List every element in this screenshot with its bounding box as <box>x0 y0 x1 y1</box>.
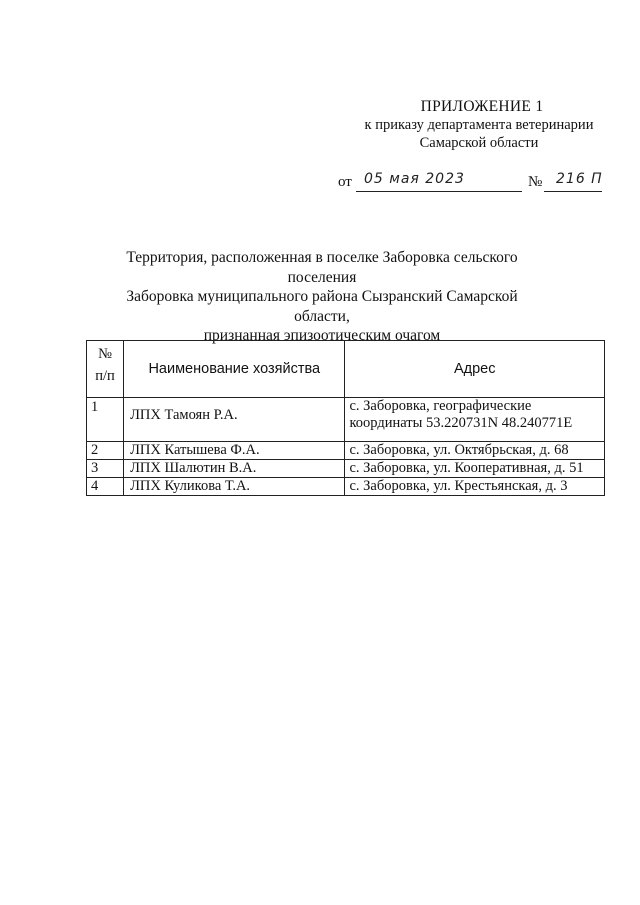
row-address-line2: координаты 53.220731N 48.240771E <box>349 415 573 431</box>
table-header-row <box>87 341 605 398</box>
heading-line1: Территория, расположенная в поселке Заборовка сельского поселения <box>126 249 518 286</box>
row-farm-name: ЛПХ Тамоян Р.А. <box>124 398 345 442</box>
row-num: 3 <box>87 460 124 478</box>
row-farm-name: ЛПХ Куликова Т.А. <box>124 478 345 496</box>
order-number-label: № <box>528 174 543 190</box>
appendix-line1: к приказу департамента ветеринарии <box>364 117 594 133</box>
row-address: с. Заборовка, ул. Крестьянская, д. 3 <box>345 478 605 496</box>
appendix-header <box>340 98 600 152</box>
row-num: 1 <box>87 398 124 442</box>
row-address: с. Заборовка, ул. Кооперативная, д. 51 <box>345 460 605 478</box>
table-row <box>87 478 605 496</box>
table-row <box>87 442 605 460</box>
header-address: Адрес <box>345 341 605 398</box>
row-address <box>345 398 605 442</box>
heading-line2: Заборовка муниципального района Сызранский Самарской области, <box>126 288 518 325</box>
order-number-underline <box>544 191 602 192</box>
appendix-title: ПРИЛОЖЕНИЕ 1 <box>420 98 544 115</box>
table-row <box>87 460 605 478</box>
row-address: с. Заборовка, ул. Октябрьская, д. 68 <box>345 442 605 460</box>
appendix-line2: Самарской области <box>419 135 539 151</box>
order-date-number <box>338 172 606 194</box>
heading-line3: признанная эпизоотическим очагом <box>203 327 441 344</box>
header-num-sign: № <box>98 346 112 362</box>
outbreak-farms-table <box>86 340 605 496</box>
row-farm-name: ЛПХ Шалютин В.А. <box>124 460 345 478</box>
order-number-handwritten: 216 П <box>556 171 603 187</box>
row-num: 2 <box>87 442 124 460</box>
row-farm-name: ЛПХ Катышева Ф.А. <box>124 442 345 460</box>
row-address-line1: с. Заборовка, географические <box>349 398 532 414</box>
order-date-handwritten: 05 мая 2023 <box>364 171 465 187</box>
document-heading <box>100 248 544 346</box>
row-num: 4 <box>87 478 124 496</box>
order-from-label: от <box>338 174 352 190</box>
header-num-pp: п/п <box>95 368 115 384</box>
header-farm-name: Наименование хозяйства <box>124 341 345 398</box>
table-row <box>87 398 605 442</box>
header-num <box>87 341 124 398</box>
order-date-underline <box>356 191 522 192</box>
